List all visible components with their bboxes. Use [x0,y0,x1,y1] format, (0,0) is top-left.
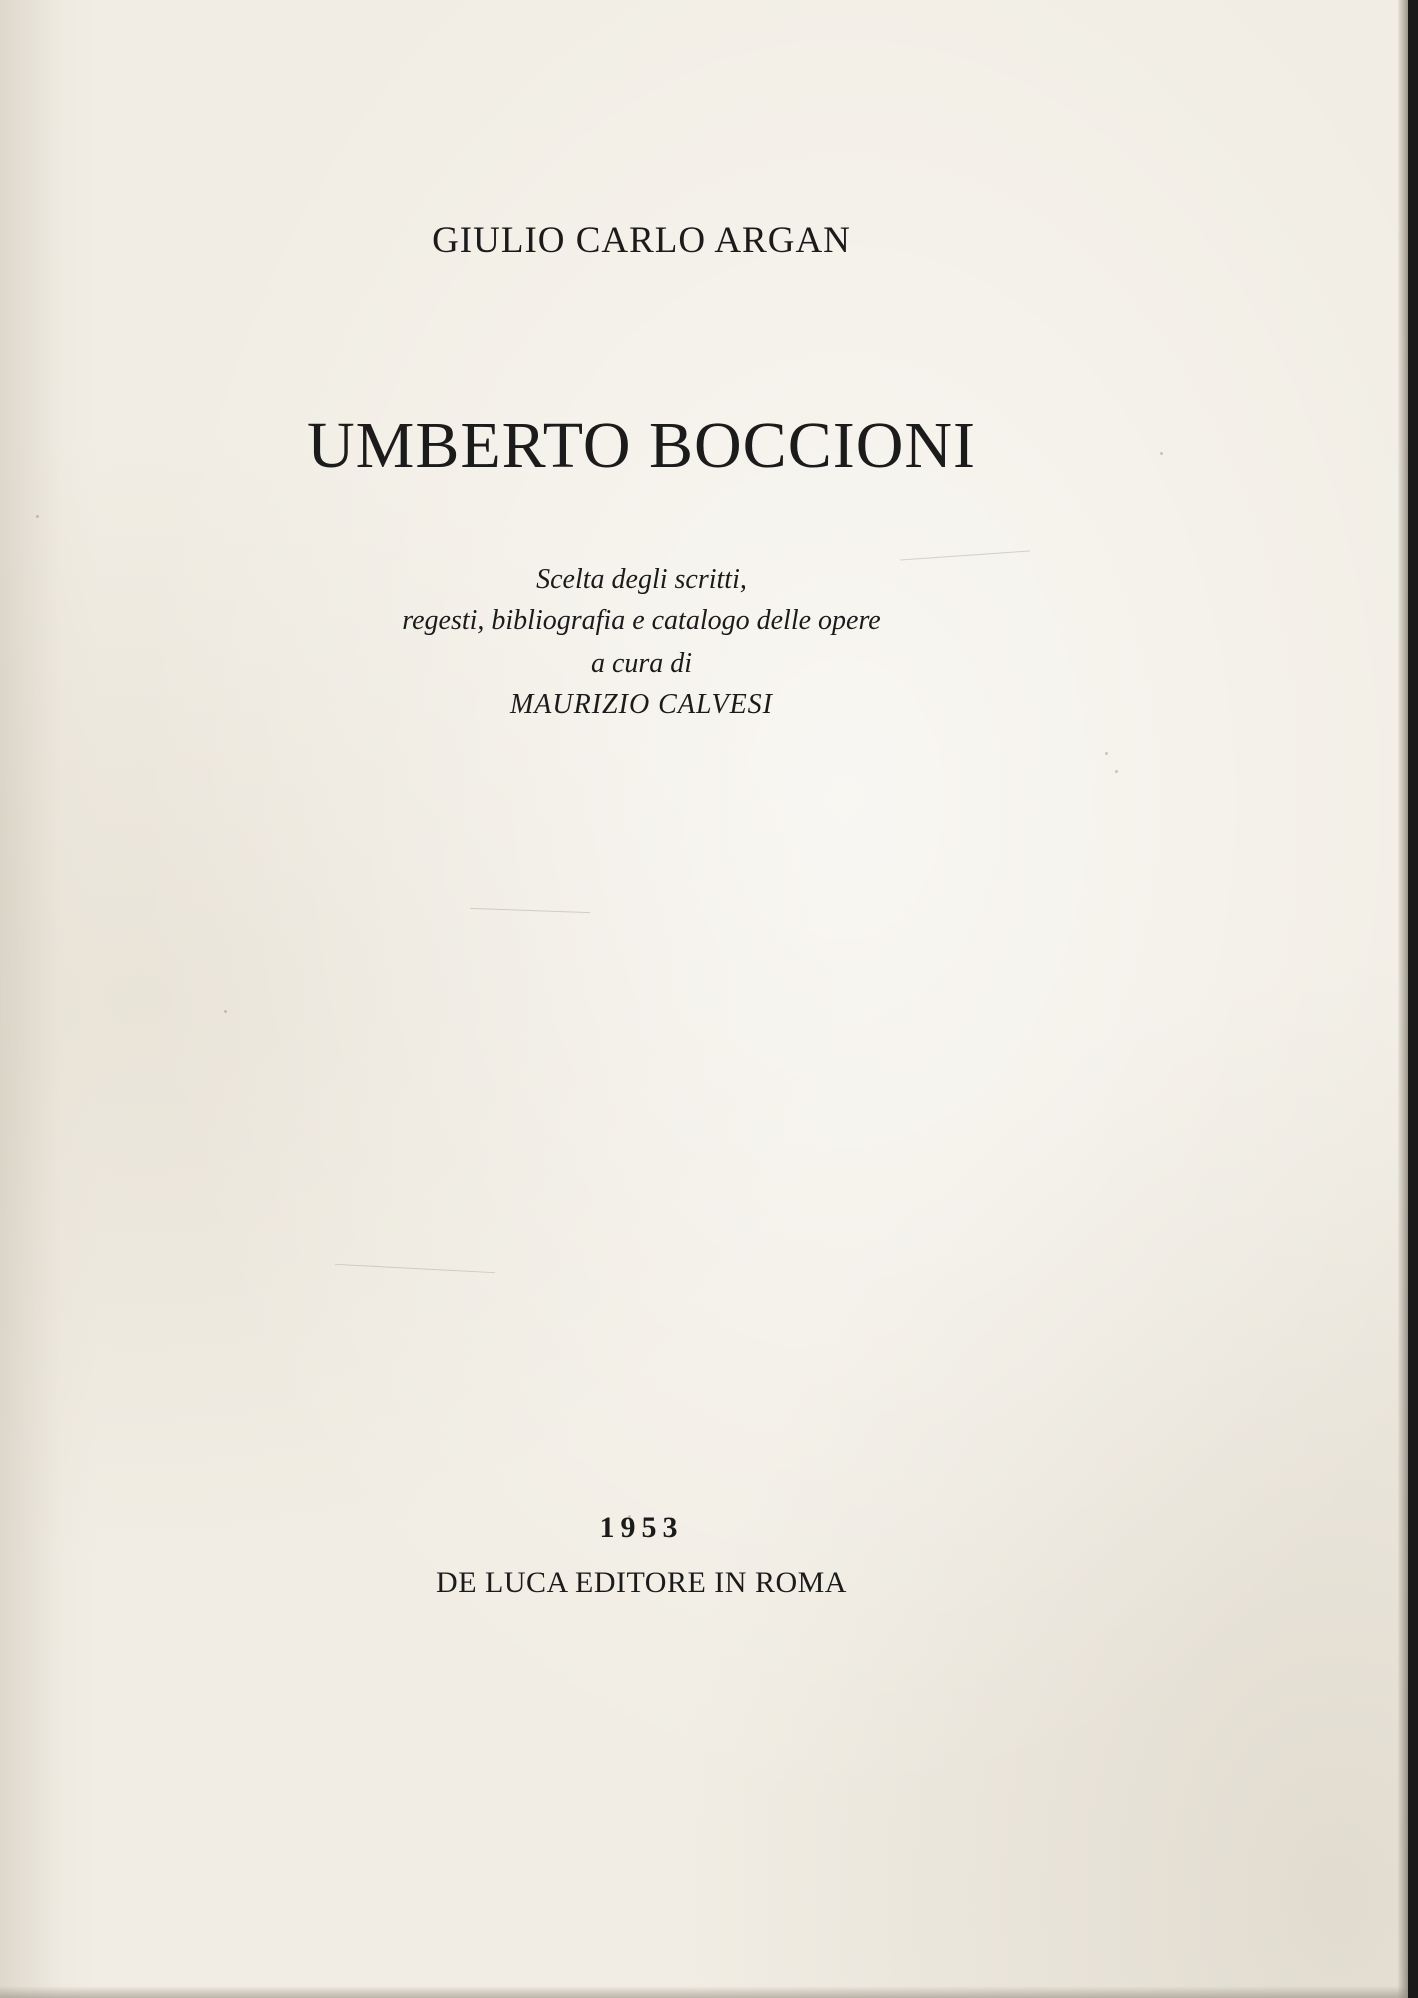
bottom-edge [0,1986,1408,1998]
paper-speck [224,1010,227,1013]
author-name: GIULIO CARLO ARGAN [432,220,851,261]
paper-mark [470,908,590,913]
paper-mark [335,1264,495,1273]
subtitle-line: a cura di [590,648,693,679]
publisher-name: DE LUCA EDITORE IN ROMA [436,1566,847,1599]
paper-speck [36,515,39,518]
subtitle-line: regesti, bibliografia e catalogo delle opere [402,605,881,636]
paper-speck [1115,770,1118,773]
paper-speck [1105,752,1108,755]
editor-name: MAURIZIO CALVESI [509,689,774,720]
publication-year: 1953 [599,1511,684,1544]
right-edge [1398,0,1408,1998]
subtitle-line: Scelta degli scritti, [536,564,747,595]
spine-shadow [0,0,100,1998]
paper-mark [900,550,1030,560]
book-title: UMBERTO BOCCIONI [306,409,977,482]
